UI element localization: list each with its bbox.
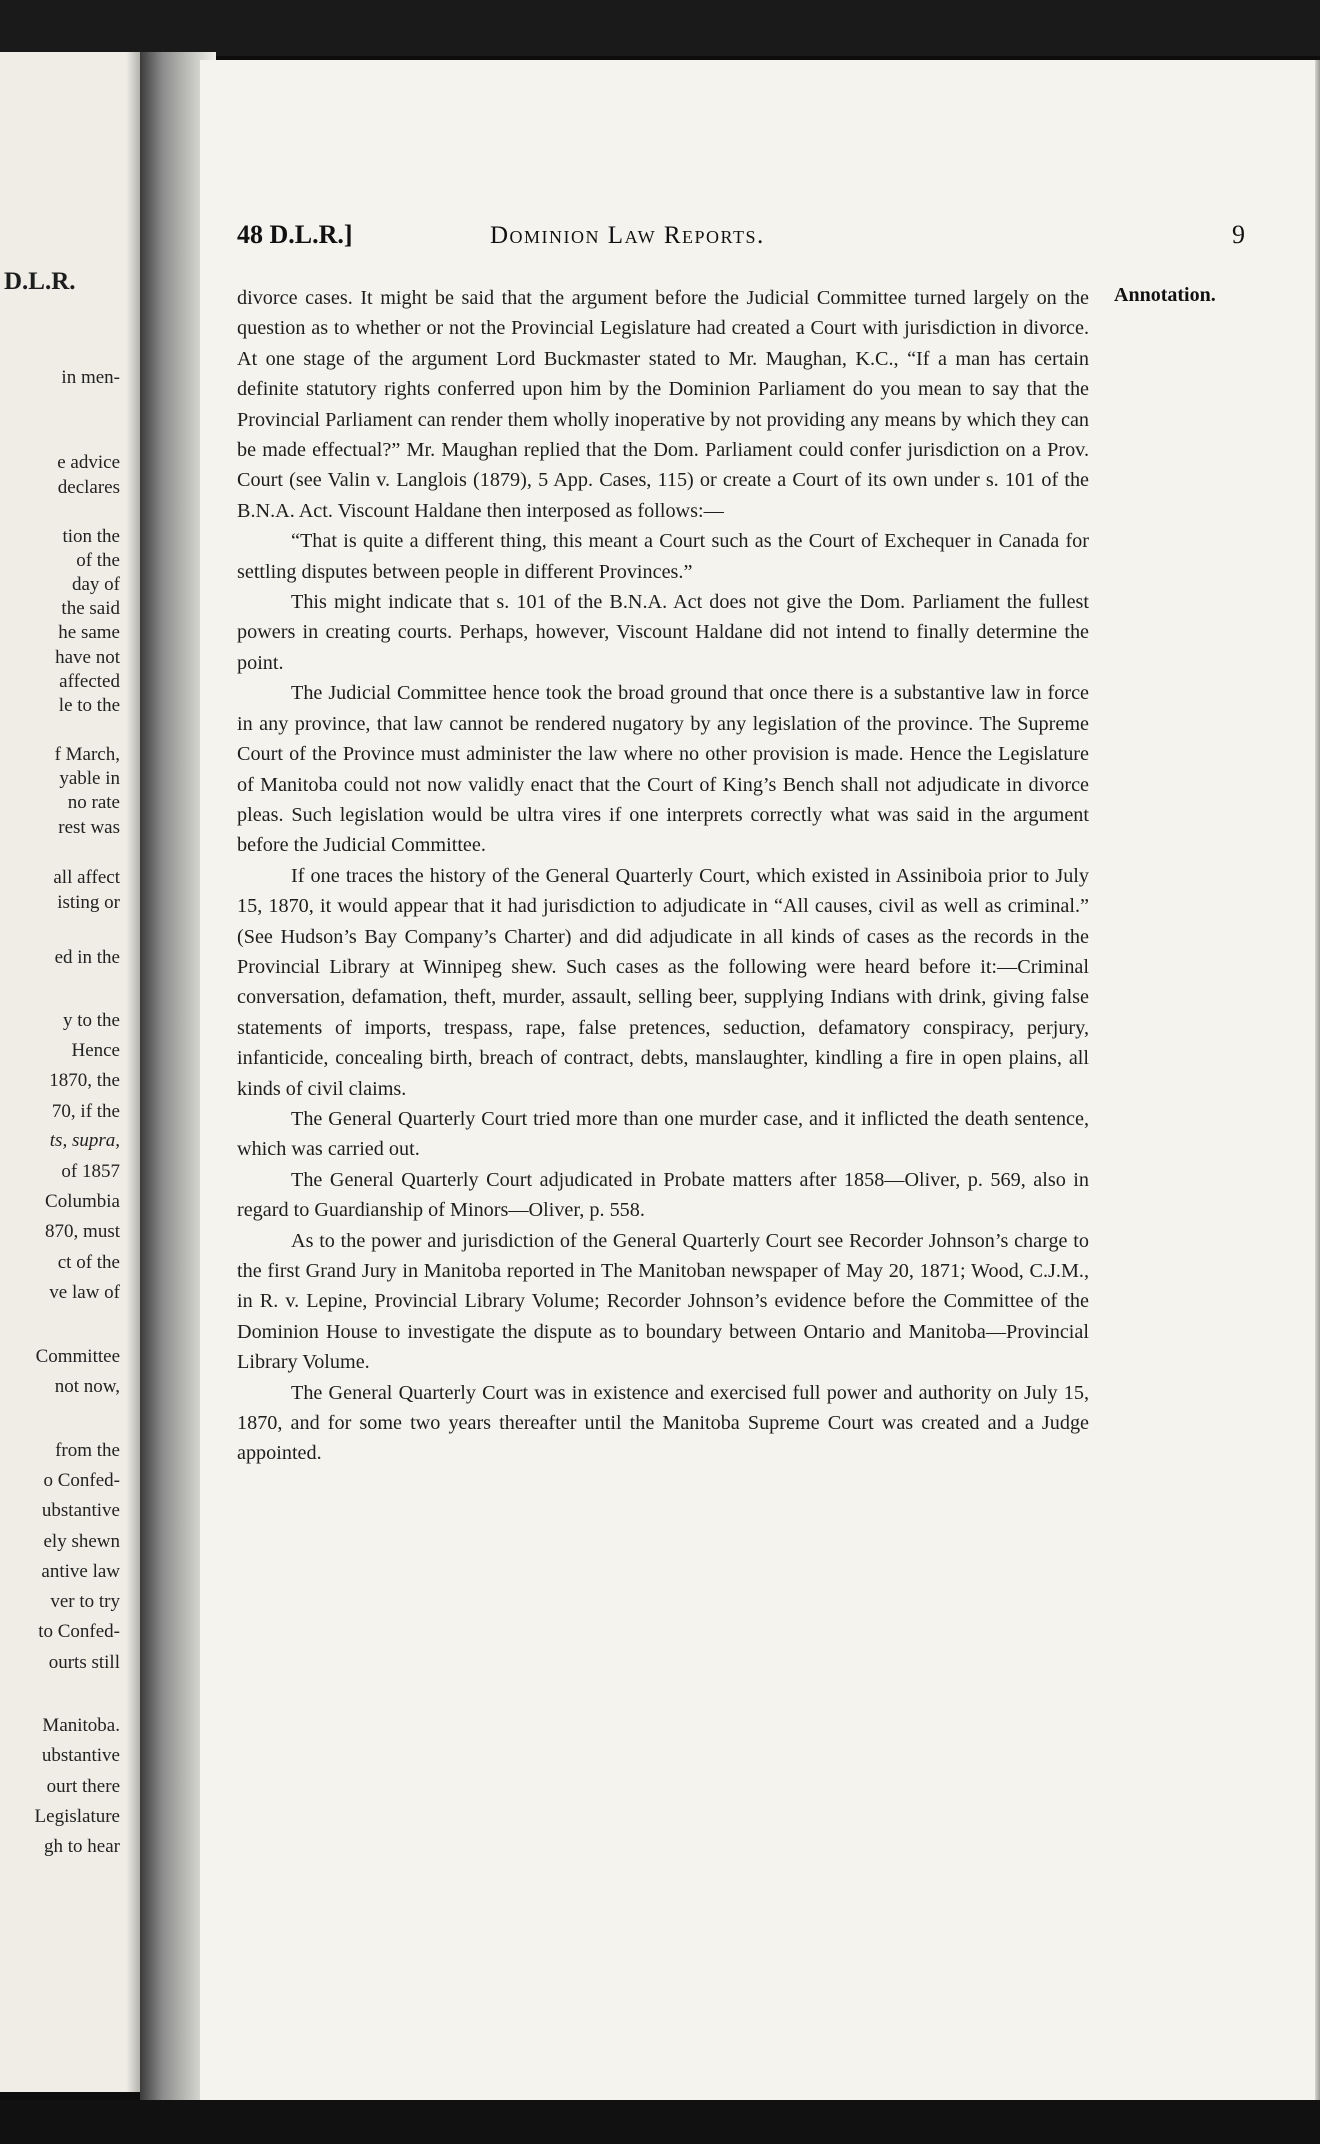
left-fragment: ve law of	[49, 1282, 120, 1303]
left-fragment: Legislature	[34, 1806, 120, 1827]
left-fragment: declares	[57, 477, 120, 498]
left-fragment: ourt there	[46, 1776, 120, 1797]
left-fragment: of 1857	[61, 1161, 120, 1182]
left-fragment: all affect	[53, 867, 120, 888]
left-fragment: from the	[55, 1440, 120, 1461]
paragraph: “That is quite a different thing, this meant a Court such as the Court of Exchequer in Canada for settling disputes between people in different Provinces.”	[237, 530, 1089, 583]
left-fragment: ely shewn	[43, 1531, 120, 1552]
left-fragment: ed in the	[54, 947, 120, 968]
left-fragment: day of	[71, 574, 120, 595]
running-head-title: Dominion Law Reports.	[490, 222, 765, 249]
left-fragment: ourts still	[48, 1652, 120, 1673]
page-number: 9	[1232, 220, 1245, 249]
left-fragment: 1870, the	[49, 1070, 120, 1091]
left-page-header: D.L.R.	[4, 268, 76, 295]
scan-top-border	[0, 0, 1320, 56]
left-fragment: Columbia	[45, 1191, 120, 1212]
left-fragment: yable in	[59, 768, 120, 789]
left-fragment: to Confed-	[38, 1621, 120, 1642]
left-fragment: gh to hear	[44, 1836, 120, 1857]
scan-bottom-border	[0, 2100, 1320, 2144]
paragraph: divorce cases. It might be said that the argument before the Judicial Committee turned largely on the question as to whether or not the Provincial Legislature had created a Court with jurisdiction in divorce. At one stage of the argument Lord Buckmaster stated to Mr. Maughan, K.C., “If a man has certain definite statutory rights conferred upon him by the Dominion Parliament do you mean to say that the Provincial Parliament can render them wholly inoperative by not providing any means by which they can be made effectual?” Mr. Maughan replied that the Dom. Parliament could confer jurisdiction on a Prov. Court (see Valin v. Langlois (1879), 5 App. Cases, 115) or create a Court of its own under s. 101 of the B.N.A. Act. Viscount Haldane then interposed as follows:—	[237, 287, 1089, 522]
left-fragment: 870, must	[45, 1221, 120, 1242]
paragraph: This might indicate that s. 101 of the B.N.A. Act does not give the Dom. Parliament the fullest powers in creating courts. Perhaps, however, Viscount Haldane did not intend to finally determine the point.	[237, 591, 1089, 674]
left-fragment: he same	[58, 622, 120, 643]
left-fragment: y to the	[63, 1010, 120, 1031]
left-fragment: o Confed-	[43, 1470, 120, 1491]
left-fragment: of the	[76, 550, 120, 571]
left-fragment: ts, supra,	[49, 1130, 120, 1151]
paragraph: The Judicial Committee hence took the broad ground that once there is a substantive law in force in any province, that law cannot be rendered nugatory by any legislation of the province. The Supreme Court of the Province must administer the law where no other provision is made. Hence the Legislature of Manitoba could not now validly enact that the Court of King’s Bench shall not adjudicate in divorce pleas. Such legislation would be ultra vires if one interprets correctly what was said in the argument before the Judicial Committee.	[237, 682, 1089, 857]
left-fragment: the said	[61, 598, 120, 619]
left-fragment: ver to try	[50, 1591, 120, 1612]
left-fragment: ct of the	[57, 1252, 120, 1273]
left-fragment: rest was	[58, 817, 120, 838]
left-fragment: e advice	[57, 452, 120, 473]
left-fragment: ubstantive	[41, 1745, 120, 1766]
left-fragment: le to the	[58, 695, 120, 716]
left-fragment: Manitoba.	[42, 1715, 120, 1736]
paragraph: If one traces the history of the General Quarterly Court, which existed in Assiniboia prior to July 15, 1870, it would appear that it had jurisdiction to adjudicate in “All causes, civil as well as criminal.” (See Hudson’s Bay Company’s Charter) and did adjudicate in all kinds of cases as the records in the Provincial Library at Winnipeg shew. Such cases as the following were heard before it:—Criminal conversation, defamation, theft, murder, assault, selling beer, supplying Indians with drink, giving false statements of imports, trespass, rape, false pretences, seduction, defamatory conspiracy, perjury, infanticide, concealing birth, breach of contract, debts, manslaughter, kindling a fire in open plains, all kinds of civil claims.	[237, 864, 1089, 1100]
paragraph: The General Quarterly Court was in existence and exercised full power and authority on July 15, 1870, and for some two years thereafter until the Manitoba Supreme Court was created and a Judge appointed.	[237, 1381, 1089, 1465]
left-fragment: isting or	[57, 892, 120, 913]
paragraph: As to the power and jurisdiction of the General Quarterly Court see Recorder Johnson’s charge to the first Grand Jury in Manitoba reported in The Manitoban newspaper of May 20, 1871; Wood, C.J.M., in R. v. Lepine, Provincial Library Volume; Recorder Johnson’s evidence before the Committee of the Dominion House to investigate the dispute as to boundary between Ontario and Manitoba—Provincial Library Volume.	[237, 1229, 1089, 1374]
left-fragment: Committee	[35, 1346, 120, 1367]
left-fragment: Hence	[71, 1040, 120, 1061]
left-fragment: in men-	[61, 367, 120, 388]
left-page	[0, 52, 140, 2092]
left-fragment: no rate	[67, 792, 120, 813]
left-fragment: f March,	[54, 744, 120, 765]
margin-annotation-label: Annotation.	[1114, 284, 1216, 306]
left-fragment: 70, if the	[51, 1101, 120, 1122]
left-fragment: antive law	[41, 1561, 120, 1582]
paragraph: The General Quarterly Court tried more than one murder case, and it inflicted the death sentence, which was carried out.	[237, 1107, 1089, 1161]
left-fragment: affected	[59, 671, 120, 692]
body-text	[237, 283, 1089, 1469]
left-fragment: tion the	[62, 526, 120, 547]
left-fragment: not now,	[54, 1376, 120, 1397]
paragraph: The General Quarterly Court adjudicated in Probate matters after 1858—Oliver, p. 569, also in regard to Guardianship of Minors—Oliver, p. 558.	[237, 1168, 1089, 1222]
left-page-shadow	[126, 52, 140, 2092]
left-fragment: have not	[55, 647, 120, 668]
left-fragment: ubstantive	[41, 1500, 120, 1521]
running-head-volume: 48 D.L.R.]	[237, 220, 353, 249]
right-page-edge	[1315, 60, 1320, 2100]
